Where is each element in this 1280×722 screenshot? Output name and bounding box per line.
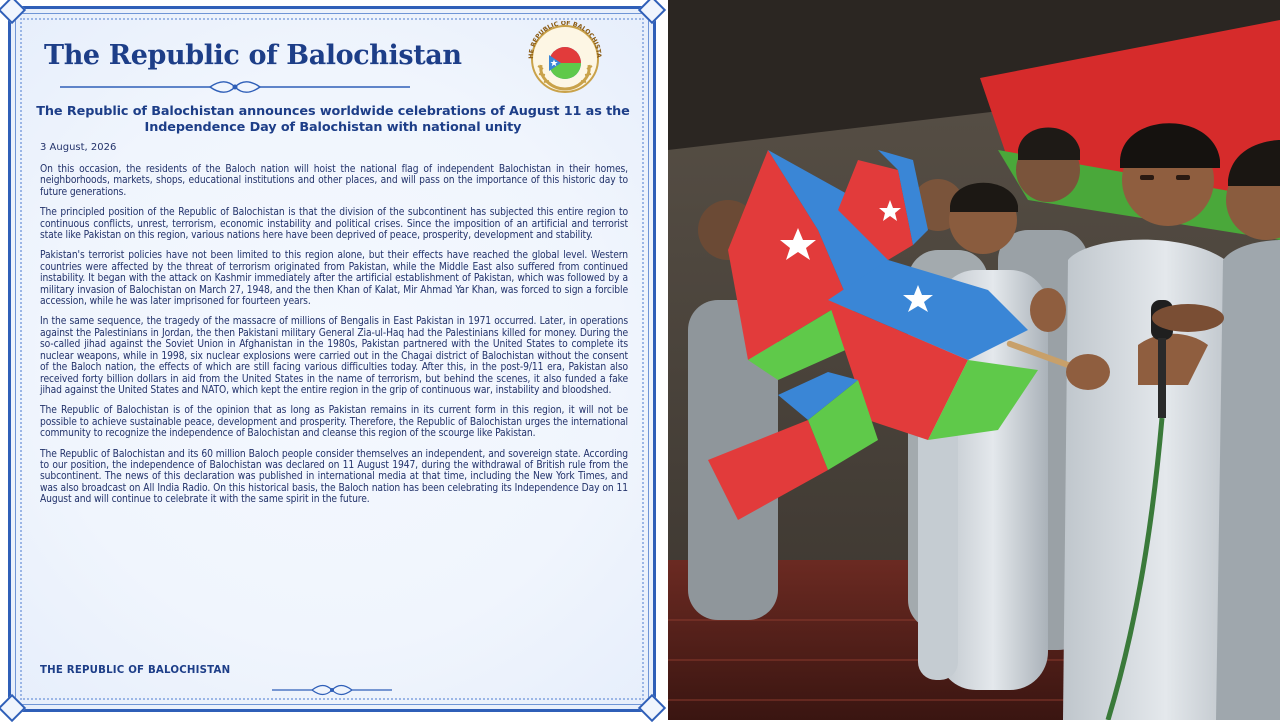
- corner-ornament: [638, 0, 666, 24]
- title-ornament-icon: [60, 80, 410, 94]
- child-hand: [1030, 288, 1066, 332]
- paragraph: The Republic of Balochistan and its 60 million Baloch people consider themselves an independent, and sovereign state. According to our position, the independence of Balochistan was declared on 11 August 1947, during the withdrawal of British rule from the subcontinent. The news of this declaration was published in international media at that time, including the New York Times, and was also broadcast on All India Radio. On this historical basis, the Baloch nation has been celebrating its Independence Day on 11 August and will continue to celebrate it with the same spirit in the future.: [40, 448, 628, 506]
- signature: THE REPUBLIC OF BALOCHISTAN: [40, 665, 231, 676]
- statement-body: [40, 164, 628, 515]
- adult-hand: [1152, 304, 1224, 332]
- paragraph: The Republic of Balochistan is of the opinion that as long as Pakistan remains in its current form in this region, it will not be possible to achieve sustainable peace, development and prosperity. Therefore, the Republic of Balochistan urges the international community to recognize the independence of Balochistan and cleanse this region of the scourge like Pakistan.: [40, 405, 628, 440]
- child-hand: [1066, 354, 1110, 390]
- corner-ornament: [0, 0, 26, 24]
- paragraph: In the same sequence, the tragedy of the massacre of millions of Bengalis in East Pakistan in 1971 occurred. Later, in operations against the Palestinians in Jordan, the then Pakistani military General Zia-ul-Haq had the Palestinians killed for money. During the so-called jihad against the Soviet Union in Afghanistan in the 1980s, Pakistan partnered with the United States to complete its nuclear weapons, while in 1998, six nuclear explosions were carried out in the Chagai district of Balochistan without the consent of the Baloch nation, the effects of which are still facing various difficulties today. After this, in the post-9/11 era, Pakistan also received forty billion dollars in aid from the United States in the name of terrorism, but behind the scenes, it also funded a fake jihad against the United States and NATO, which kept the entire region in the grip of continuous war, instability and bloodshed.: [40, 316, 628, 396]
- seal-text: HE REPUBLIC OF BALOCHISTA: [527, 21, 603, 59]
- corner-ornament: [0, 694, 26, 722]
- celebration-photo: [668, 0, 1280, 720]
- footer-ornament-icon: [272, 684, 392, 696]
- paragraph: Pakistan's terrorist policies have not been limited to this region alone, but their effects have reached the global level. Western countries were affected by the threat of terrorism originated from Pakistan, while the Middle East also suffered from continued instability. It began with the attack on Kashmir immediately after the artificial establishment of Pakistan, which was followed by a military invasion of Balochistan on March 27, 1948, and the then Khan of Kalat, Mir Ahmad Yar Khan, was forced to sign a forcible accession, while he was later imprisoned for fourteen years.: [40, 250, 628, 308]
- document-title: The Republic of Balochistan: [44, 40, 462, 71]
- paragraph: On this occasion, the residents of the Baloch nation will hoist the national flag of independent Balochistan in their homes, neighborhoods, markets, shops, educational institutions and other places, and will pass on the importance of this historic day to future generations.: [40, 164, 628, 198]
- announcement-headline: The Republic of Balochistan announces worldwide celebrations of August 11 as the Independence Day of Balochistan with national unity: [36, 104, 630, 135]
- statement-date: 3 August, 2026: [40, 142, 117, 153]
- paragraph: The principled position of the Republic of Balochistan is that the division of the subcontinent has subjected this entire region to continuous conflicts, unrest, terrorism, economic instability and political crises. Since the imposition of an artificial and terrorist state like Pakistan on this region, various nations here have been deprived of peace, prosperity, development and stability.: [40, 207, 628, 242]
- corner-ornament: [638, 694, 666, 722]
- republic-seal-emblem: [519, 21, 611, 93]
